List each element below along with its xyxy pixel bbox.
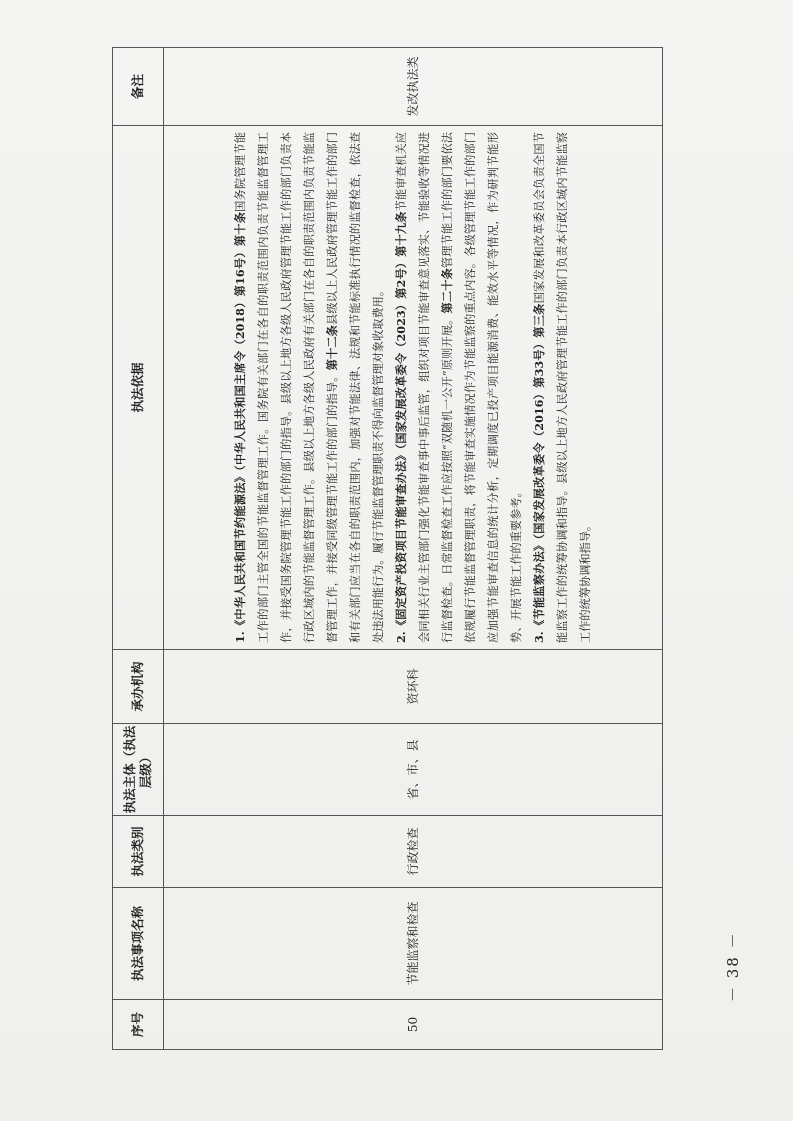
header-subject: 执法主体（执法层级） — [113, 724, 164, 816]
enforcement-table — [112, 47, 663, 1050]
basis-2-text-2: 管理节能工作的部门要依法依规履行节能监督管理职责，将节能审查实施情况作为节能监察的重点内容。各级管理节能工作的部门应加强节能审查信息的统计分析，定期调度已投产项目能源消费、能效水平等情况，作为研判节能形势、开展节能工作的重要参考。 — [441, 132, 523, 643]
cell-org: 资环科 — [164, 650, 663, 724]
basis-3-text: 国家发展和改革委员会负责全国节能监察工作的统筹协调和指导。县级以上地方人民政府管理节能工作的部门负责本行政区域内节能监察工作的统筹协调和指导。 — [533, 132, 592, 643]
cell-basis — [164, 126, 663, 650]
table-row — [164, 48, 663, 1050]
basis-2-text: 节能审查机关应会同相关行业主管部门强化节能审查事中事后监管，组织对项目节能审查意见落实、节能验收等情况进行监督检查。日常监督检查工作应按照“双随机一公开”原则开展。 — [395, 132, 454, 643]
basis-1-article-12: 第十二条 — [325, 324, 339, 371]
rotated-table-container — [112, 48, 663, 1050]
header-org: 承办机构 — [113, 650, 164, 724]
basis-paragraph-3 — [528, 132, 597, 643]
basis-2-title: 2.《固定资产投资项目节能审查办法》（国家发展改革委令（2023）第2号）第十九条 — [394, 211, 408, 643]
header-type: 执法类别 — [113, 816, 164, 888]
basis-1-title: 1.《中华人民共和国节约能源法》（中华人民共和国主席令（2018）第16号）第十条 — [233, 211, 247, 643]
header-item-name: 执法事项名称 — [113, 888, 164, 1000]
cell-item-name: 节能监察和检查 — [164, 888, 663, 1000]
basis-1-text: 国务院管理节能工作的部门主管全国的节能监督管理工作。国务院有关部门在各自的职责范围内负责节能监督管理工作，并接受国务院管理节能工作的部门的指导。县级以上地方各级人民政府管理节能工作的部门负责本行政区域内的节能监督管理工作。县级以上地方各级人民政府有关部门在各自的职责范围内负责节能监督管理工作，并接受同级管理节能工作的部门的指导。 — [234, 132, 339, 643]
header-note: 备注 — [113, 48, 164, 126]
cell-subject: 省、市、县 — [164, 724, 663, 816]
basis-1-text-2: 县级以上人民政府管理节能工作的部门和有关部门应当在各自的职责范围内，加强对节能法律、法规和节能标准执行情况的监督检查，依法查处违法用能行为。履行节能监督管理职责不得向监督管理对象收取费用。 — [326, 132, 385, 643]
header-basis: 执法依据 — [113, 126, 164, 650]
page-number: － 38 － — [724, 931, 742, 1002]
basis-paragraph-2 — [390, 132, 528, 643]
table-header-row — [113, 48, 164, 1050]
basis-2-article-20: 第二十条 — [440, 268, 454, 314]
header-no: 序号 — [113, 1000, 164, 1050]
cell-no: 50 — [164, 1000, 663, 1050]
basis-paragraph-1 — [229, 132, 390, 643]
basis-3-title: 3.《节能监察办法》（国家发展改革委令（2016）第33号）第三条 — [532, 303, 546, 643]
cell-note: 发改执法类 — [164, 48, 663, 126]
cell-type: 行政检查 — [164, 816, 663, 888]
